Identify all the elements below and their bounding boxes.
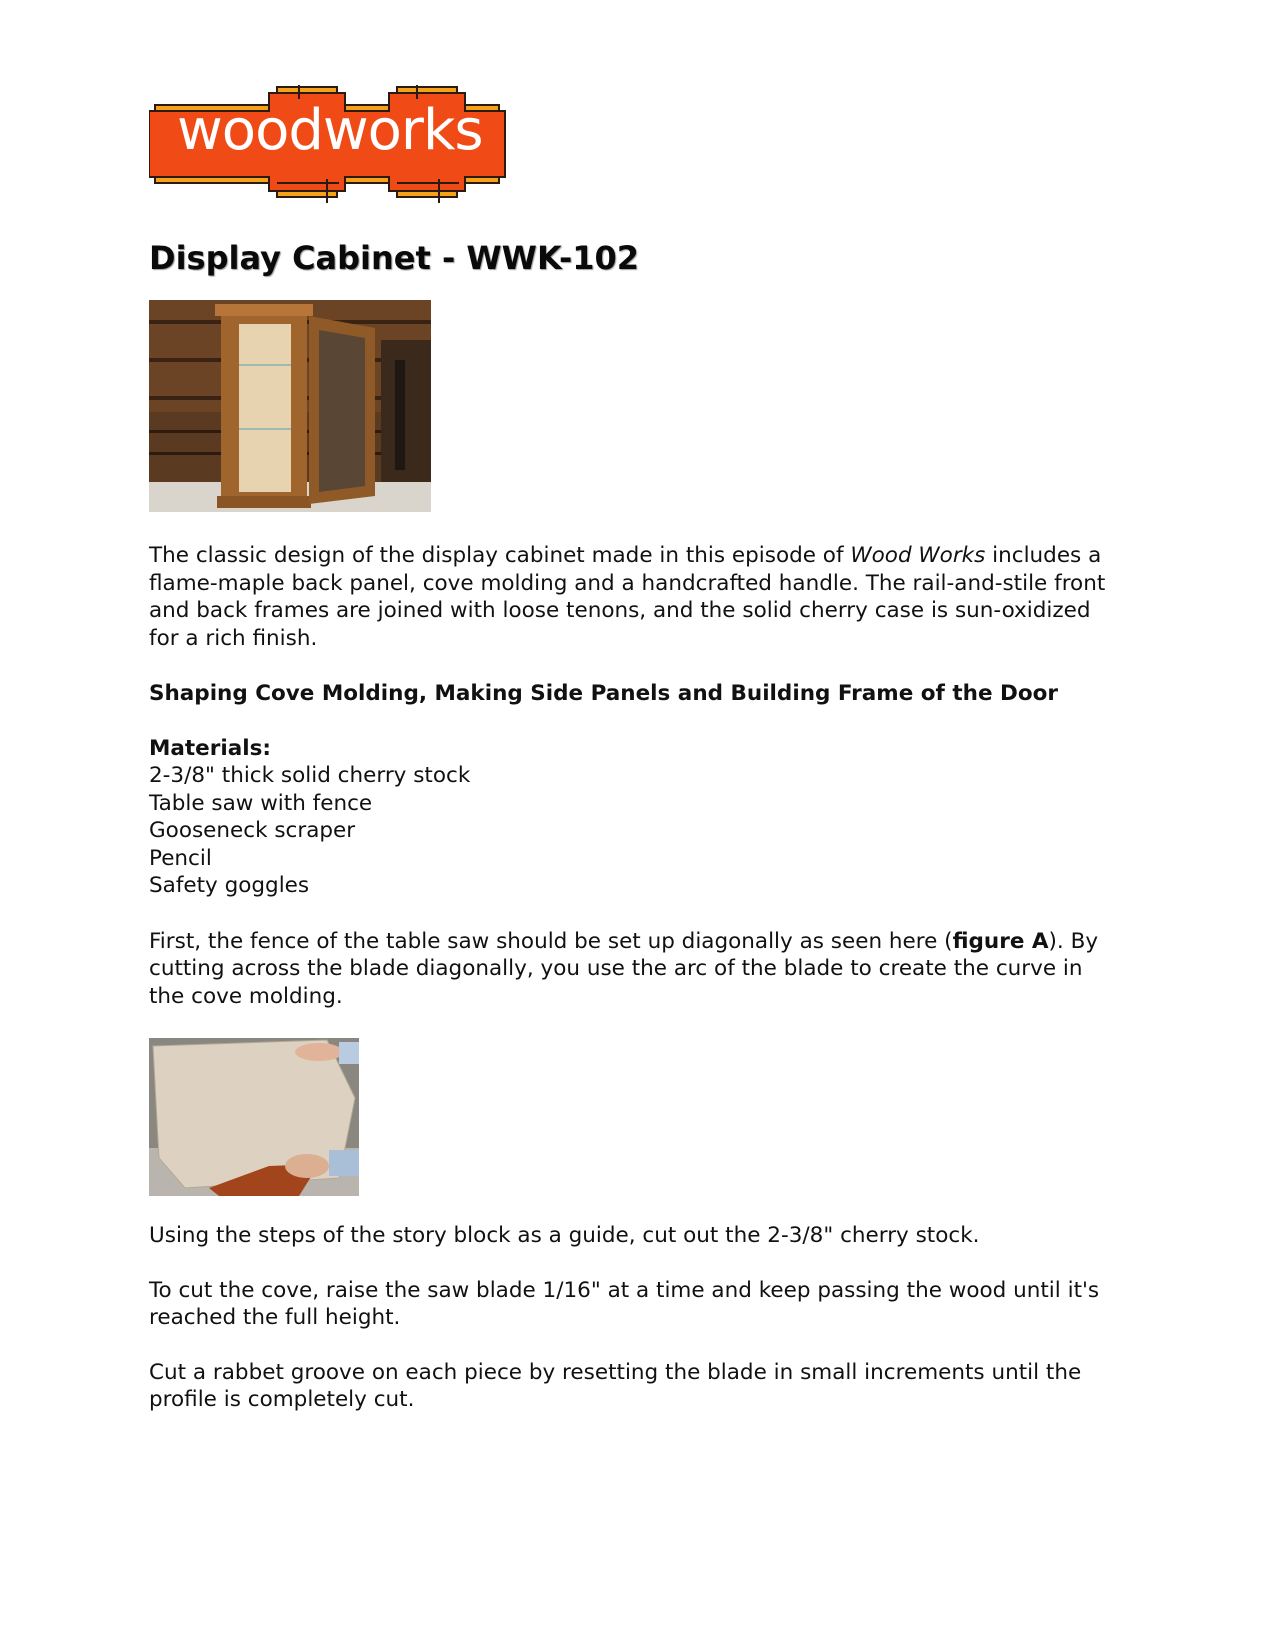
figure-reference: figure A: [952, 928, 1049, 954]
figure-a-photo: [149, 1038, 359, 1196]
materials-heading: Materials:: [149, 736, 272, 762]
step-paragraph: Cut a rabbet groove on each piece by resetting the blade in small increments until the profile is completely cut.: [149, 1359, 1082, 1413]
page-title: Display Cabinet - WWK-102: [149, 239, 640, 277]
materials-list: [149, 762, 1109, 900]
list-item: Safety goggles: [149, 873, 310, 899]
list-item: Gooseneck scraper: [149, 818, 356, 844]
step-paragraph: To cut the cove, raise the saw blade 1/16" at a time and keep passing the wood until it's reached the full height.: [149, 1277, 1100, 1331]
step-paragraph: First, the fence of the table saw should be set up diagonally as seen here (figure A). By cutting across the blade diagonally, you use the arc of the blade to create the curve in the cove molding.: [149, 928, 1099, 1009]
woodworks-logo: [149, 85, 517, 207]
list-item: Pencil: [149, 845, 212, 871]
list-item: 2-3/8" thick solid cherry stock: [149, 763, 471, 789]
list-item: Table saw with fence: [149, 790, 373, 816]
document-page: [149, 85, 1109, 1414]
display-cabinet-photo: [149, 300, 431, 512]
logo-wordmark: woodworks: [177, 98, 483, 163]
section-heading: Shaping Cove Molding, Making Side Panels and Building Frame of the Door: [149, 681, 1059, 707]
show-title: Wood Works: [850, 543, 986, 569]
intro-paragraph: The classic design of the display cabinet made in this episode of Wood Works includes a flame-maple back panel, cove molding and a handcrafted handle. The rail-and-stile front and back frames are joined with loose tenons, and the solid cherry case is sun-oxidized for a rich finish.: [149, 543, 1106, 651]
step-paragraph: Using the steps of the story block as a guide, cut out the 2-3/8" cherry stock.: [149, 1223, 980, 1249]
